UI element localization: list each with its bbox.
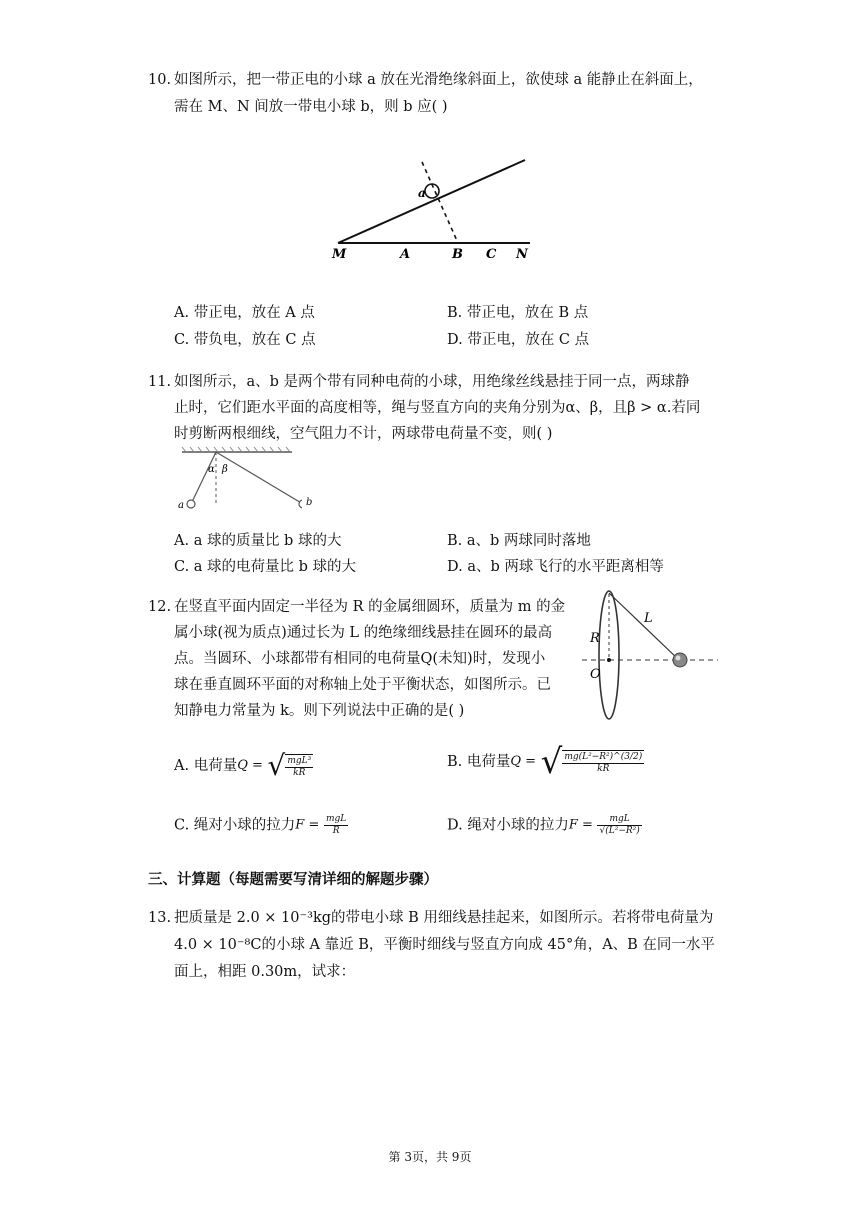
ball-b bbox=[299, 500, 302, 508]
q12-option-d bbox=[447, 814, 642, 837]
ball bbox=[673, 653, 687, 667]
q12-option-c bbox=[174, 814, 348, 837]
label-A: A bbox=[400, 247, 411, 262]
label-B: B bbox=[452, 247, 463, 262]
q12-option-c-den: R bbox=[332, 826, 340, 836]
q12-option-a-prefix: A. 电荷量 bbox=[174, 758, 238, 774]
q11-figure bbox=[172, 446, 302, 516]
q12-option-d-lhs: F = bbox=[568, 817, 593, 833]
q12-text-line2: 属小球(视为质点)通过长为 L 的绝缘细线悬挂在圆环的最高 bbox=[174, 625, 553, 641]
q13-text-line1: 把质量是 2.0 × 10⁻³kg的带电小球 B 用细线悬挂起来，如图所示。若将带电荷量为 bbox=[174, 910, 714, 926]
q12-option-d-num: mgL bbox=[597, 814, 641, 826]
q12-option-a-den: kR bbox=[293, 767, 306, 778]
q13-text-line3: 面上，相距 0.30m，试求： bbox=[174, 964, 356, 980]
ball-a bbox=[187, 500, 195, 508]
q11-number: 11. bbox=[148, 374, 172, 390]
label-C: C bbox=[486, 247, 497, 262]
label-alpha: α bbox=[208, 464, 215, 475]
label-N: N bbox=[516, 247, 528, 262]
q10-option-c: C. 带负电，放在 C 点 bbox=[174, 332, 316, 348]
q11-option-d: D. a、b 两球飞行的水平距离相等 bbox=[447, 559, 664, 575]
q11-option-c: C. a 球的电荷量比 b 球的大 bbox=[174, 559, 357, 575]
q12-text-line3: 点。当圆环、小球都带有相同的电荷量Q(未知)时，发现小 bbox=[174, 651, 546, 667]
q13-text-line2: 4.0 × 10⁻⁸C的小球 A 靠近 B，平衡时细线与竖直方向成 45°角，A、B 在同一水平 bbox=[174, 937, 715, 953]
q12-option-c-num: mgL bbox=[325, 814, 347, 824]
q12-figure bbox=[580, 590, 720, 720]
thread-a bbox=[191, 452, 216, 504]
q12-text-line4: 球在垂直圆环平面的对称轴上处于平衡状态，如图所示。已 bbox=[174, 677, 551, 693]
page-footer: 第 3页，共 9页 bbox=[388, 1150, 472, 1164]
q11-text-line1: 如图所示，a、b 是两个带有同种电荷的小球，用绝缘丝线悬挂于同一点，两球静 bbox=[174, 374, 690, 390]
q10-text-line2: 需在 M、N 间放一带电小球 b，则 b 应( ) bbox=[174, 99, 448, 115]
q12-option-c-lhs: F = bbox=[295, 817, 320, 833]
label-O: O bbox=[590, 667, 601, 682]
q12-option-a-lhs: Q = bbox=[237, 758, 263, 773]
label-M: M bbox=[332, 247, 347, 262]
q12-text-line1: 在竖直平面内固定一半径为 R 的金属细圆环，质量为 m 的金 bbox=[174, 599, 566, 615]
q12-option-b-den: kR bbox=[597, 763, 610, 774]
label-a: a bbox=[178, 500, 184, 511]
q10-option-b: B. 带正电，放在 B 点 bbox=[447, 305, 589, 321]
q10-figure bbox=[330, 150, 540, 265]
q11-text-line2: 止时，它们距水平面的高度相等，绳与竖直方向的夹角分别为α、β，且β > α.若同 bbox=[174, 400, 701, 416]
q10-number: 10. bbox=[148, 72, 172, 88]
q10-text-line1: 如图所示，把一带正电的小球 a 放在光滑绝缘斜面上，欲使球 a 能静止在斜面上， bbox=[174, 72, 703, 88]
q12-option-b bbox=[447, 742, 644, 796]
q12-number: 12. bbox=[148, 599, 172, 615]
q12-option-b-num: mg(L²−R²)^(3/2) bbox=[564, 751, 643, 762]
q12-option-b-lhs: Q = bbox=[510, 754, 537, 769]
section-title: 三、计算题（每题需要写清详细的解题步骤） bbox=[148, 872, 438, 888]
label-beta: β bbox=[222, 464, 228, 475]
q12-option-d-prefix: D. 绳对小球的拉力 bbox=[447, 817, 569, 834]
q11-text-line3: 时剪断两根细线，空气阻力不计，两球带电荷量不变，则( ) bbox=[174, 426, 553, 442]
q12-option-b-prefix: B. 电荷量 bbox=[447, 754, 511, 770]
q12-option-a bbox=[174, 749, 313, 792]
incline-line bbox=[338, 160, 525, 243]
q11-option-a: A. a 球的质量比 b 球的大 bbox=[174, 533, 342, 549]
q12-text-line5: 知静电力常量为 k。则下列说法中正确的是( ) bbox=[174, 703, 465, 719]
q11-option-b: B. a、b 两球同时落地 bbox=[447, 533, 591, 549]
sqrt-a: √ $\frac{\text{mgL³}}{kR}$ bbox=[267, 749, 312, 782]
q12-option-c-prefix: C. 绳对小球的拉力 bbox=[174, 817, 296, 834]
sqrt-b: √ $\frac{\text{mg(L²−R²)\textasciicircum{}(3/2)}}{kR}$ bbox=[540, 742, 643, 782]
thread-b bbox=[216, 452, 302, 504]
q10-option-d: D. 带正电，放在 C 点 bbox=[447, 332, 590, 348]
q10-option-a: A. 带正电，放在 A 点 bbox=[174, 305, 315, 321]
label-a: a bbox=[418, 186, 426, 200]
q11-label-b: b bbox=[306, 497, 313, 508]
q13-number: 13. bbox=[148, 910, 172, 926]
label-R: R bbox=[590, 631, 600, 646]
q12-option-a-num: mgL³ bbox=[287, 755, 312, 766]
q12-option-d-den: √(L²−R²) bbox=[599, 826, 640, 836]
center-dot bbox=[607, 658, 611, 662]
label-L: L bbox=[644, 611, 653, 626]
